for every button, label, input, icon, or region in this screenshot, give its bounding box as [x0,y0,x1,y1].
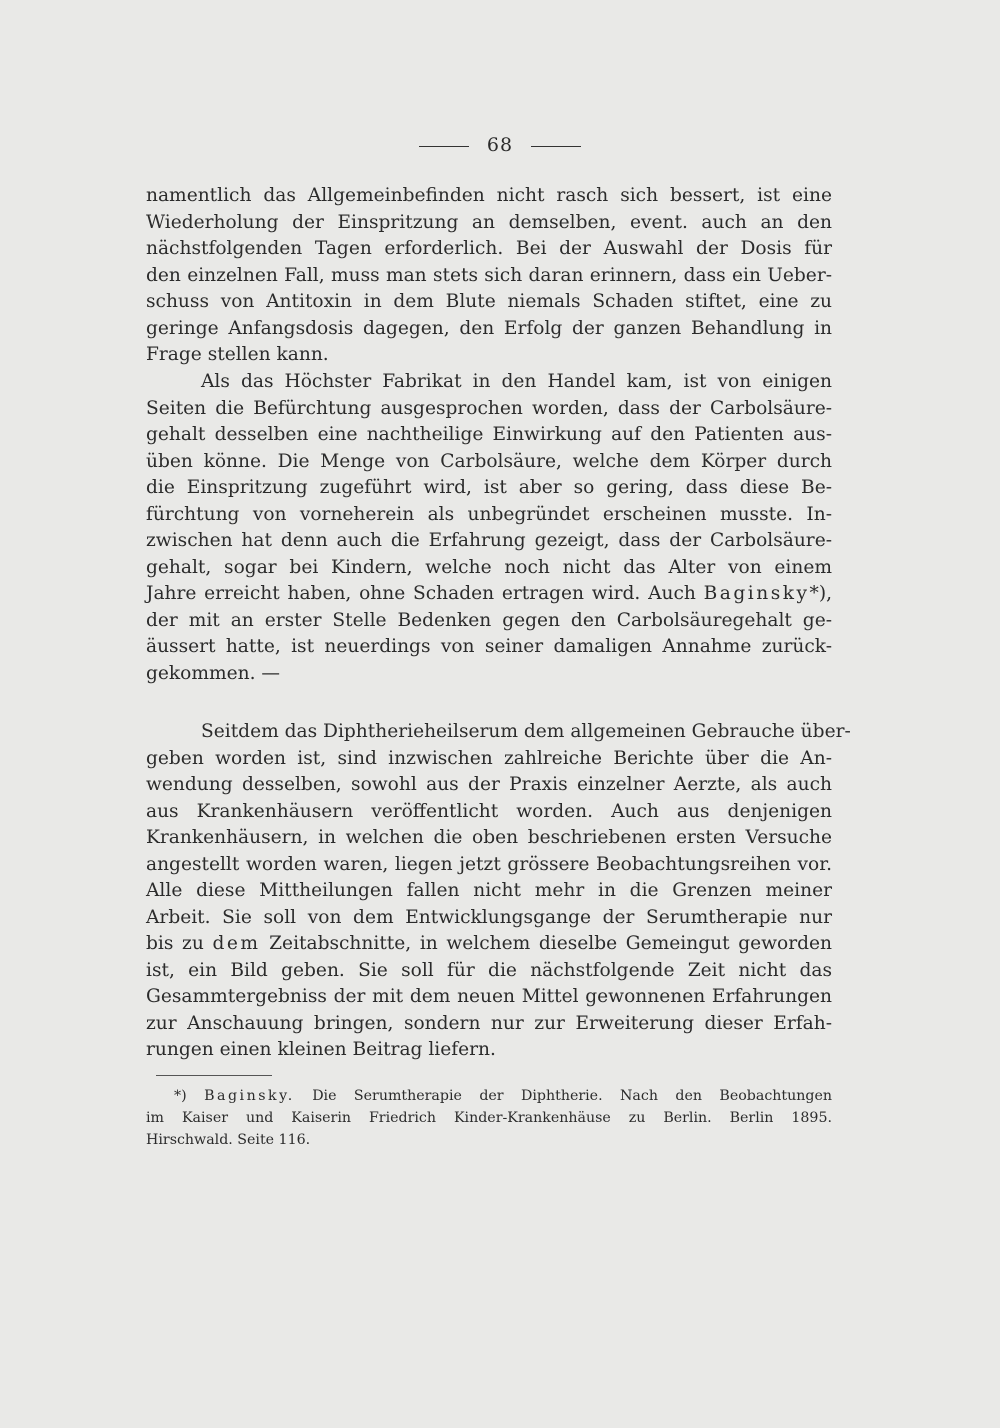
paragraph-1 [146,183,832,369]
text-line: fürchtung von vorneherein als unbegründet erscheinen musste. In- [146,503,832,525]
text-line: Als das Höchster Fabrikat in den Handel kam, ist von einigen [201,371,832,392]
footnote-ref: *), [809,583,832,604]
text-line: schuss von Antitoxin in dem Blute niemals Schaden stiftet, eine zu [146,291,832,312]
text-line: Frage stellen kann. [146,344,329,365]
text-line: Seitdem das Diphtherieheilserum dem allgemeinen Gebrauche über- [201,721,851,742]
text-segment: Jahre erreicht haben, ohne Schaden ertragen wird. Auch [146,583,696,604]
text-line: gehalt desselben eine nachtheilige Einwirkung auf den Patienten aus- [146,424,832,445]
footnote-author: Baginsky. [204,1088,295,1104]
text-line: ist, ein Bild geben. Sie soll für die nächstfolgende Zeit nicht das [146,959,832,981]
text-segment: Zeitabschnitte, in welchem dieselbe Gemeingut geworden [269,933,832,954]
footnote-marker: *) [174,1088,187,1104]
text-line: aus Krankenhäusern veröffentlicht worden. Auch aus denjenigen [146,800,832,822]
text-line: Wiederholung der Einspritzung an demselben, event. auch an den [146,211,832,233]
text-segment: Die Serumtherapie der Diphtherie. Nach den Beobachtungen [312,1088,833,1104]
text-segment: bis zu [146,933,204,954]
text-line: Krankenhäusern, in welchen die oben beschriebenen ersten Versuche [146,827,832,848]
paragraph-2 [146,369,832,687]
spaced-word-dem: dem [212,933,261,954]
header-rule-right [531,146,581,147]
text-line: Alle diese Mittheilungen fallen nicht mehr in die Grenzen meiner [146,880,832,901]
paragraph-3 [146,719,851,1064]
text-line: gekommen. — [146,662,281,684]
text-line: namentlich das Allgemeinbefinden nicht rasch sich bessert, ist eine [146,185,832,206]
text-line: den einzelnen Fall, muss man stets sich daran erinnern, dass ein Ueber- [146,264,832,286]
text-line: rungen einen kleinen Beitrag liefern. [146,1039,496,1060]
footnote [146,1085,832,1151]
text-line [146,581,832,608]
footnote-line: Hirschwald. Seite 116. [146,1132,311,1148]
text-line: gehalt, sogar bei Kindern, welche noch nicht das Alter von einem [146,556,832,578]
text-line: die Einspritzung zugeführt wird, ist aber so gering, dass diese Be- [146,477,832,498]
footnote-line [146,1085,832,1107]
footnote-rule [156,1075,272,1076]
text-line: zur Anschauung bringen, sondern nur zur Erweiterung dieser Erfah- [146,1012,832,1034]
text-line: Gesammtergebniss der mit dem neuen Mittel gewonnenen Erfahrungen [146,986,832,1007]
text-line: nächstfolgenden Tagen erforderlich. Bei der Auswahl der Dosis für [146,238,832,259]
text-line: geringe Anfangsdosis dagegen, den Erfolg der ganzen Behandlung in [146,317,832,339]
header-rule-left [419,146,469,147]
text-line: äussert hatte, ist neuerdings von seiner damaligen Annahme zurück- [146,636,832,657]
text-line: zwischen hat denn auch die Erfahrung gezeigt, dass der Carbolsäure- [146,530,832,551]
footnote-line: im Kaiser und Kaiserin Friedrich Kinder-Krankenhäuse zu Berlin. Berlin 1895. [146,1110,832,1126]
spaced-name-baginsky: Baginsky [703,583,810,604]
text-line: Seiten die Befürchtung ausgesprochen worden, dass der Carbolsäure- [146,397,832,419]
text-line: Arbeit. Sie soll von dem Entwicklungsgange der Serumtherapie nur [146,906,832,928]
text-line [146,931,832,958]
page-header [0,134,1000,156]
text-line: angestellt worden waren, liegen jetzt grössere Beobachtungsreihen vor. [146,853,832,875]
text-line: geben worden ist, sind inzwischen zahlreiche Berichte über die An- [146,747,832,769]
text-line: wendung desselben, sowohl aus der Praxis einzelner Aerzte, als auch [146,774,832,795]
text-line: der mit an erster Stelle Bedenken gegen den Carbolsäuregehalt ge- [146,609,832,631]
text-line: üben könne. Die Menge von Carbolsäure, welche dem Körper durch [146,450,832,472]
page-number: 68 [486,134,514,156]
